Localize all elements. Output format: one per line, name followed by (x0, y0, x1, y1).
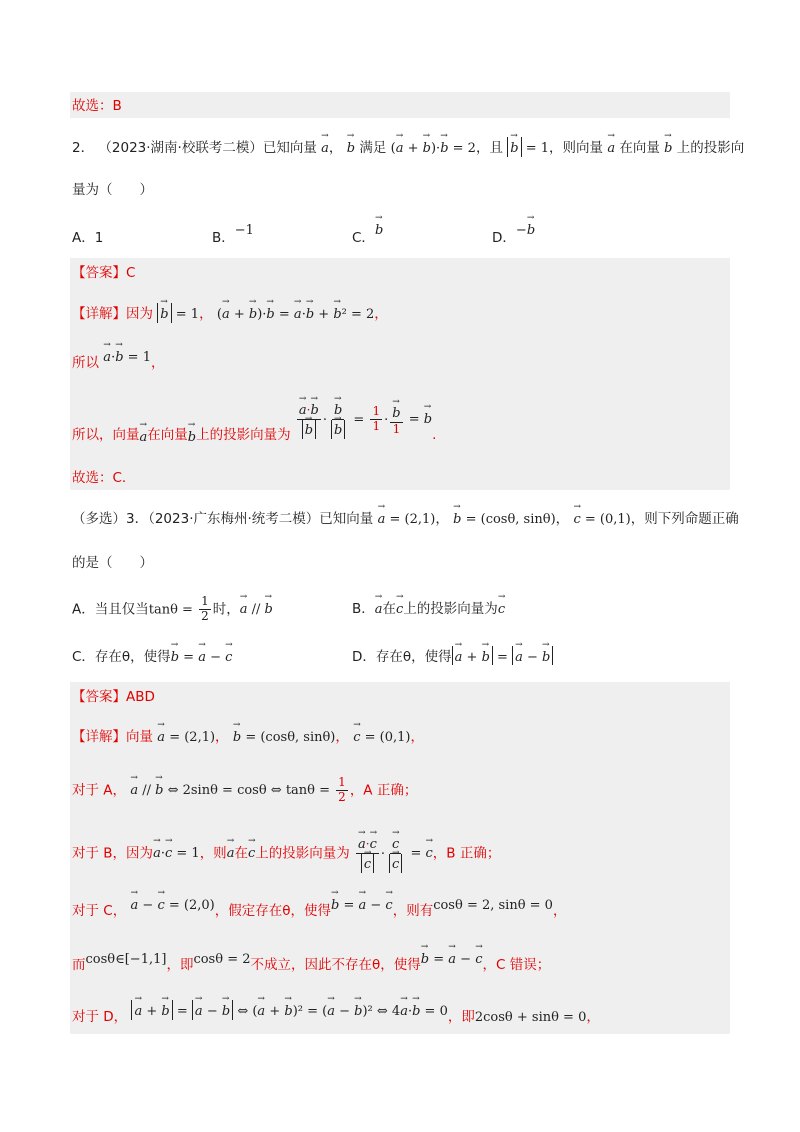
q3-stem-line1: （多选）3．（2023·广东梅州·统考二模）已知向量 → a = (2,1)， → b = (cosθ, sinθ)， → c = (0,1)，则下列命题正确 (72, 508, 739, 528)
q3-detail-line: 【详解】向量 → a = (2,1)， → b = (cosθ, sinθ)， → c = (0,1)， (72, 726, 424, 746)
q3-forA-line: 对于 A， → a // → b ⇔ 2sinθ = cosθ ⇔ tanθ = $\frac{1}{2}$ ，A 正确； (72, 776, 417, 805)
answer-band-q2 (70, 258, 730, 490)
q3-option-a[interactable]: A．当且仅当tanθ = $\frac{1}{2}$ 时，→ a // → b (72, 595, 273, 624)
q3-forB-line: 对于 B，因为→ a·→ c = 1，则→ a在→ c上的投影向量为 → a·→ c → c · → c → c = → c，B 正确； (72, 834, 500, 873)
answer-band-prev (70, 92, 730, 118)
q2-cond1: (→ a + → b)·→ b = 2 (391, 141, 476, 156)
q2-option-b[interactable]: B．−1 (212, 223, 254, 246)
q3-forD-line: 对于 D， → a + → b = → a − → b ⇔ (→ a + → b)² = (→ a − → b)² ⇔ 4→ a·→ b = 0，即2cosθ + sinθ = 0， (72, 1006, 600, 1026)
q3-option-d[interactable]: D．存在θ，使得→ a + → b = → a − → b (352, 645, 553, 665)
q2-stem-line2: 量为（ ） (72, 182, 153, 198)
q3-answer: 【答案】ABD (72, 689, 155, 705)
q2-so1-line: 所以 → a·→ b = 1， (72, 352, 164, 372)
q2-final: 故选：C. (72, 470, 127, 486)
vec-b: → b (347, 137, 355, 157)
q3-stem-line2: 的是（ ） (72, 555, 153, 571)
q3-forC-line: 对于 C， → a − → c = (2,0)，假定存在θ，使得→ b = → a − → c，则有cosθ = 2, sinθ = 0， (72, 900, 566, 920)
q2-proj-frac1: → a·→ b → b (297, 400, 321, 439)
q2-detail-expr: (→ a + → b)·→ b = → a·→ b + → b² = 2 (217, 307, 374, 322)
vec-a: → a (321, 137, 329, 157)
q2-option-d[interactable]: D．−→ b (492, 226, 535, 246)
q3-option-c[interactable]: C．存在θ，使得→ b = → a − → c (72, 645, 232, 665)
prev-answer-line: 故选：B (72, 98, 122, 114)
q2-stem-line1: 2． （2023·湖南·校联考二模）已知向量 → a， → b 满足 (→ a + → b)·→ b = 2，且 → b = 1，则向量 → a 在向量 → b 上的投影向 (72, 137, 744, 157)
q2-option-c[interactable]: C．→ b (352, 226, 383, 246)
q2-so2-line: 所以，向量→ a在向量→ b上的投影向量为 → a·→ b → b · → b → b = $\frac{1}{1}$ · → $\frac{b}{1}$ = → b. (72, 400, 436, 439)
q2-detail-line: 【详解】因为 → b = 1， (→ a + → b)·→ b = → a·→ b + → b² = 2， (72, 303, 388, 323)
q2-answer: 【答案】C (72, 265, 136, 281)
q3-option-b[interactable]: B．→ a在→ c上的投影向量为→ c (352, 597, 505, 617)
q2-option-a[interactable]: A．1 (72, 230, 104, 246)
q3-forC-line2: 而cosθ∈[−1,1]，即cosθ = 2不成立，因此不存在θ，使得→ b = → a − → c，C 错误； (72, 954, 550, 974)
q2-cond2: → b = 1 (507, 141, 549, 156)
